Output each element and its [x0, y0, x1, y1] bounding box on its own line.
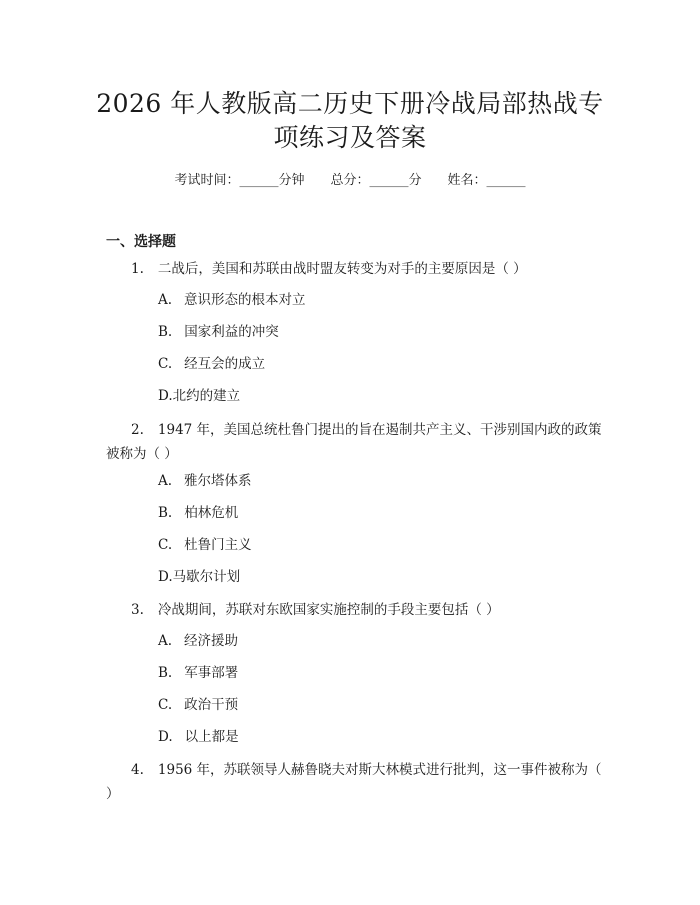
option-letter: A.	[158, 292, 173, 308]
question-3-option-c	[158, 695, 238, 715]
question-1	[106, 257, 604, 281]
question-2-option-b	[158, 503, 238, 523]
option-text: 政治干预	[184, 697, 239, 713]
question-text: 冷战期间，苏联对东欧国家实施控制的手段主要包括（ ）	[157, 602, 500, 618]
question-number: 2.	[131, 422, 144, 438]
document-title-line-2: 项练习及答案	[273, 123, 427, 152]
option-letter: D.	[158, 729, 173, 745]
option-letter: C.	[158, 697, 173, 713]
question-1-option-b	[158, 322, 279, 342]
option-text: 柏林危机	[184, 505, 239, 521]
option-letter: A.	[158, 633, 173, 649]
option-text: 意识形态的根本对立	[184, 292, 306, 308]
question-text: 1956 年，苏联领导人赫鲁晓夫对斯大林模式进行批判，这一事件被称为（ ）	[106, 762, 602, 802]
option-text: 马歇尔计划	[172, 569, 241, 585]
exam-time-field: 考试时间：______分钟	[174, 173, 305, 188]
option-letter: B.	[158, 324, 173, 340]
option-text: 军事部署	[184, 665, 239, 681]
section-heading: 一、选择题	[106, 234, 176, 250]
question-number: 4.	[131, 762, 144, 778]
option-text: 经互会的成立	[184, 356, 266, 372]
question-2-option-a	[158, 471, 252, 491]
question-3	[106, 598, 604, 622]
question-1-option-a	[158, 290, 306, 310]
option-text: 雅尔塔体系	[184, 473, 252, 489]
question-1-option-c	[158, 354, 265, 374]
option-letter: B.	[158, 665, 173, 681]
option-letter: A.	[158, 473, 173, 489]
option-letter: C.	[158, 356, 173, 372]
question-2-option-d	[158, 567, 240, 587]
question-3-option-b	[158, 663, 238, 683]
option-text: 北约的建立	[172, 388, 241, 404]
question-2-option-c	[158, 535, 252, 555]
question-text: 1947 年，美国总统杜鲁门提出的旨在遏制共产主义、干涉别国内政的政策被称为（ ）	[106, 422, 602, 462]
option-text: 国家利益的冲突	[184, 324, 279, 340]
exam-info-line	[0, 169, 700, 188]
question-number: 1.	[131, 261, 144, 277]
question-4	[106, 758, 604, 806]
total-score-field: 总分：______分	[330, 173, 422, 188]
document-title-line-1: 2026 年人教版高二历史下册冷战局部热战专	[96, 89, 604, 118]
question-2	[106, 418, 604, 466]
student-name-field: 姓名：______	[447, 173, 526, 188]
option-text: 杜鲁门主义	[184, 537, 252, 553]
option-text: 经济援助	[184, 633, 239, 649]
option-text: 以上都是	[184, 729, 239, 745]
question-3-option-a	[158, 631, 238, 651]
option-letter: D.	[158, 388, 173, 404]
option-letter: B.	[158, 505, 173, 521]
question-1-option-d	[158, 386, 240, 406]
option-letter: D.	[158, 569, 173, 585]
question-number: 3.	[131, 602, 144, 618]
question-3-option-d	[158, 727, 239, 747]
option-letter: C.	[158, 537, 173, 553]
question-text: 二战后，美国和苏联由战时盟友转变为对手的主要原因是（ ）	[157, 261, 527, 277]
